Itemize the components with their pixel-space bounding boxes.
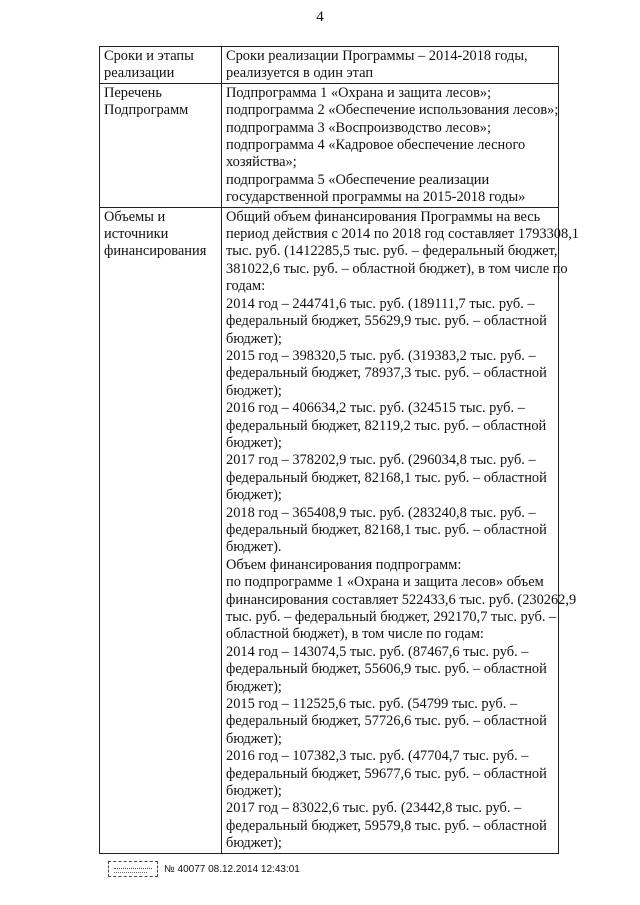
content-line: по подпрограмме 1 «Охрана и защита лесов» объем — [226, 574, 544, 591]
row-label-line: Объемы и — [104, 208, 166, 225]
content-line: Объем финансирования подпрограмм: — [226, 556, 462, 573]
content-line: годам: — [226, 278, 266, 295]
content-line: областной бюджет), в том числе по годам: — [226, 626, 484, 643]
document-footer — [108, 861, 300, 877]
content-line: 381022,6 тыс. руб. – областной бюджет), в том числе по — [226, 260, 568, 277]
row-label-line: Сроки и этапы — [104, 48, 194, 64]
row-content-cell — [222, 83, 559, 207]
content-line: бюджет); — [226, 730, 282, 747]
content-line: 2017 год – 378202,9 тыс. руб. (296034,8 тыс. руб. – — [226, 452, 536, 469]
row-label-line: Подпрограмм — [104, 102, 189, 119]
content-line: подпрограмма 5 «Обеспечение реализации — [226, 171, 490, 188]
content-line: Сроки реализации Программы – 2014-2018 годы, — [226, 48, 528, 64]
content-line: период действия с 2014 по 2018 год составляет 1793308,1 — [226, 226, 579, 243]
content-line: 2016 год – 107382,3 тыс. руб. (47704,7 тыс. руб. – — [226, 748, 529, 765]
content-line: федеральный бюджет, 55629,9 тыс. руб. – областной — [226, 313, 547, 330]
table-row — [100, 207, 559, 853]
content-line: бюджет); — [226, 783, 282, 800]
row-content-cell — [222, 47, 559, 84]
content-line: федеральный бюджет, 82168,1 тыс. руб. – областной — [226, 521, 547, 538]
page-number: 4 — [316, 9, 324, 25]
content-line: реализуется в один этап — [226, 65, 374, 82]
content-line: 2015 год – 112525,6 тыс. руб. (54799 тыс. руб. – — [226, 696, 518, 713]
program-passport-table — [99, 46, 579, 854]
row-label-line: Перечень — [104, 84, 162, 101]
row-label-cell — [100, 47, 222, 84]
content-line: хозяйства»; — [226, 154, 297, 171]
content-line: бюджет); — [226, 434, 282, 451]
content-line: 2014 год – 244741,6 тыс. руб. (189111,7 тыс. руб. – — [226, 295, 535, 312]
content-line: бюджет); — [226, 835, 282, 852]
row-label-line: финансирования — [104, 243, 207, 260]
table-row — [100, 83, 559, 207]
registration-stamp-icon — [108, 861, 158, 877]
content-line: 2017 год – 83022,6 тыс. руб. (23442,8 тыс. руб. – — [226, 800, 522, 817]
content-line: 2014 год – 143074,5 тыс. руб. (87467,6 тыс. руб. – — [226, 643, 529, 660]
content-line: федеральный бюджет, 82119,2 тыс. руб. – областной — [226, 417, 547, 434]
row-label-cell — [100, 83, 222, 207]
content-line: федеральный бюджет, 59579,8 тыс. руб. – областной — [226, 817, 547, 834]
content-line: государственной программы на 2015-2018 годы» — [226, 189, 526, 206]
content-line: подпрограмма 4 «Кадровое обеспечение лесного — [226, 137, 526, 154]
content-line: тыс. руб. (1412285,5 тыс. руб. – федеральный бюджет, — [226, 243, 558, 260]
document-registration-number: № 40077 08.12.2014 12:43:01 — [164, 863, 300, 875]
content-line: подпрограмма 2 «Обеспечение использования лесов»; — [226, 102, 559, 119]
content-line: федеральный бюджет, 59677,6 тыс. руб. – областной — [226, 765, 547, 782]
content-line: 2015 год – 398320,5 тыс. руб. (319383,2 тыс. руб. – — [226, 347, 536, 364]
content-line: тыс. руб. – федеральный бюджет, 292170,7 тыс. руб. – — [226, 609, 557, 625]
content-line: финансирования составляет 522433,6 тыс. руб. (230262,9 — [226, 591, 577, 608]
content-line: 2018 год – 365408,9 тыс. руб. (283240,8 тыс. руб. – — [226, 504, 536, 521]
table-row — [100, 47, 559, 84]
content-line: федеральный бюджет, 82168,1 тыс. руб. – областной — [226, 469, 547, 486]
content-line: бюджет); — [226, 487, 282, 504]
row-label-line: источники — [104, 226, 169, 243]
content-line: подпрограмма 3 «Воспроизводство лесов»; — [226, 119, 491, 136]
content-line: бюджет); — [226, 382, 282, 399]
content-line: Общий объем финансирования Программы на весь — [226, 208, 541, 225]
content-line: бюджет); — [226, 678, 282, 695]
content-line: федеральный бюджет, 57726,6 тыс. руб. – областной — [226, 713, 547, 730]
content-line: 2016 год – 406634,2 тыс. руб. (324515 тыс. руб. – — [226, 400, 525, 417]
row-label-cell — [100, 207, 222, 853]
content-line: федеральный бюджет, 55606,9 тыс. руб. – областной — [226, 661, 547, 678]
content-line: федеральный бюджет, 78937,3 тыс. руб. – областной — [226, 365, 547, 382]
content-line: Подпрограмма 1 «Охрана и защита лесов»; — [226, 84, 492, 101]
content-line: бюджет). — [226, 539, 282, 556]
row-label-line: реализации — [104, 65, 175, 82]
row-content-cell — [222, 207, 579, 853]
content-line: бюджет); — [226, 330, 282, 347]
